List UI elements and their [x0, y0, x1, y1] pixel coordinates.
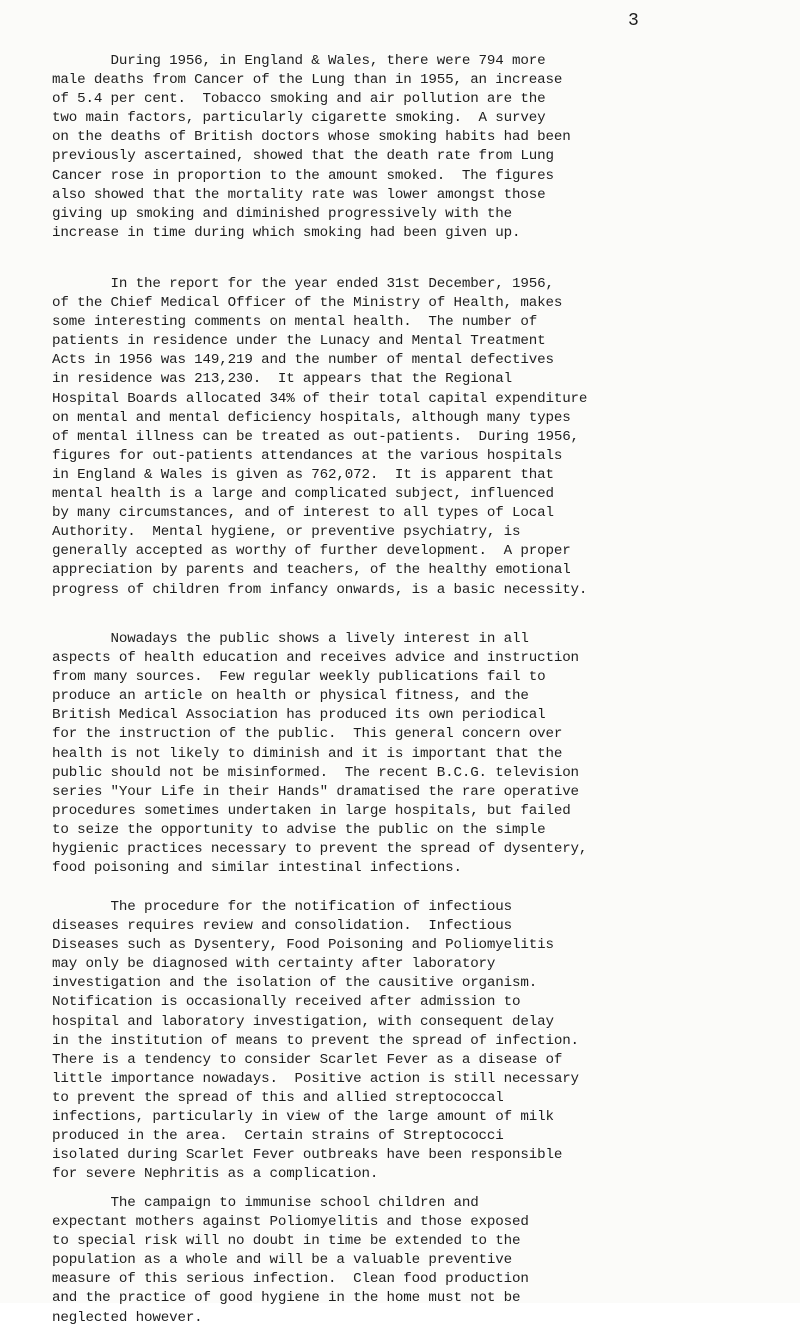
text-line: previously ascertained, showed that the death rate from Lung — [52, 148, 554, 165]
text-line: to seize the opportunity to advise the public on the simple — [52, 821, 546, 838]
text-line: neglected however. — [52, 1309, 203, 1326]
text-line: male deaths from Cancer of the Lung than in 1955, an increase — [52, 72, 563, 89]
text-line: appreciation by parents and teachers, of the healthy emotional — [52, 562, 571, 579]
text-line: Notification is occasionally received after admission to — [52, 994, 521, 1011]
text-line: food poisoning and similar intestinal infections. — [52, 860, 462, 877]
text-line: of the Chief Medical Officer of the Ministry of Health, makes — [52, 295, 563, 312]
text-line: in residence was 213,230. It appears that the Regional — [52, 371, 513, 388]
text-line: Diseases such as Dysentery, Food Poisoning and Poliomyelitis — [52, 937, 554, 954]
page-number: 3 — [628, 11, 639, 31]
text-line: progress of children from infancy onwards, is a basic necessity. — [52, 581, 588, 598]
text-line: health is not likely to diminish and it is important that the — [52, 745, 563, 762]
text-line: population as a whole and will be a valuable preventive — [52, 1252, 513, 1269]
text-line: hygienic practices necessary to prevent the spread of dysentery, — [52, 841, 588, 858]
text-line: giving up smoking and diminished progressively with the — [52, 205, 513, 222]
text-line: measure of this serious infection. Clean food production — [52, 1271, 529, 1288]
text-line: public should not be misinformed. The recent B.C.G. television — [52, 764, 579, 781]
text-line: During 1956, in England & Wales, there were 794 more — [52, 53, 546, 69]
text-line: increase in time during which smoking had been given up. — [52, 224, 521, 241]
text-line: isolated during Scarlet Fever outbreaks have been responsible — [52, 1147, 563, 1164]
text-line: may only be diagnosed with certainty after laboratory — [52, 956, 496, 973]
text-line: In the report for the year ended 31st December, 1956, — [52, 276, 554, 292]
text-line: to special risk will no doubt in time be extended to the — [52, 1233, 521, 1250]
text-line: hospital and laboratory investigation, with consequent delay — [52, 1013, 554, 1030]
text-line: some interesting comments on mental health. The number of — [52, 314, 538, 331]
text-line: series "Your Life in their Hands" dramatised the rare operative — [52, 783, 579, 800]
text-line: diseases requires review and consolidation. Infectious — [52, 918, 513, 935]
text-line: procedures sometimes undertaken in large hospitals, but failed — [52, 802, 571, 819]
paragraph-infectious-diseases — [52, 898, 772, 1184]
text-line: of mental illness can be treated as out-patients. During 1956, — [52, 428, 579, 445]
text-line: and the practice of good hygiene in the home must not be — [52, 1290, 521, 1307]
text-line: to prevent the spread of this and allied streptococcal — [52, 1089, 504, 1106]
text-line: Cancer rose in proportion to the amount smoked. The figures — [52, 167, 554, 184]
text-line: for the instruction of the public. This general concern over — [52, 726, 563, 743]
text-line: of 5.4 per cent. Tobacco smoking and air pollution are the — [52, 91, 546, 108]
text-line: on the deaths of British doctors whose smoking habits had been — [52, 129, 571, 146]
text-line: figures for out-patients attendances at the various hospitals — [52, 447, 563, 464]
text-line: Acts in 1956 was 149,219 and the number of mental defectives — [52, 352, 554, 369]
text-line: Hospital Boards allocated 34% of their total capital expenditure — [52, 390, 588, 407]
text-line: mental health is a large and complicated subject, influenced — [52, 486, 554, 503]
text-line: from many sources. Few regular weekly publications fail to — [52, 669, 546, 686]
text-line: infections, particularly in view of the large amount of milk — [52, 1109, 554, 1126]
text-line: on mental and mental deficiency hospitals, although many types — [52, 409, 571, 426]
text-line: for severe Nephritis as a complication. — [52, 1166, 379, 1183]
text-line: aspects of health education and receives advice and instruction — [52, 650, 579, 667]
text-line: The procedure for the notification of infectious — [52, 899, 513, 915]
paragraph-immunisation — [52, 1194, 772, 1328]
text-line: expectant mothers against Poliomyelitis and those exposed — [52, 1214, 529, 1231]
text-line: British Medical Association has produced its own periodical — [52, 707, 546, 724]
text-line: in England & Wales is given as 762,072. It is apparent that — [52, 466, 554, 483]
paragraph-health-education — [52, 630, 772, 878]
paragraph-lung-cancer — [52, 52, 772, 243]
text-line: patients in residence under the Lunacy and Mental Treatment — [52, 333, 546, 350]
text-line: Nowadays the public shows a lively interest in all — [52, 631, 529, 647]
text-line: There is a tendency to consider Scarlet Fever as a disease of — [52, 1051, 563, 1068]
text-line: little importance nowadays. Positive action is still necessary — [52, 1070, 579, 1087]
text-line: generally accepted as worthy of further development. A proper — [52, 543, 571, 560]
text-line: also showed that the mortality rate was lower amongst those — [52, 186, 546, 203]
text-line: produce an article on health or physical fitness, and the — [52, 688, 529, 705]
text-line: produced in the area. Certain strains of Streptococci — [52, 1128, 504, 1145]
text-line: in the institution of means to prevent the spread of infection. — [52, 1032, 579, 1049]
paragraph-mental-health — [52, 275, 772, 600]
text-line: by many circumstances, and of interest to all types of Local — [52, 505, 554, 522]
text-line: Authority. Mental hygiene, or preventive psychiatry, is — [52, 524, 521, 541]
text-line: The campaign to immunise school children and — [52, 1195, 479, 1211]
text-line: two main factors, particularly cigarette smoking. A survey — [52, 110, 546, 127]
text-line: investigation and the isolation of the causitive organism. — [52, 975, 538, 992]
